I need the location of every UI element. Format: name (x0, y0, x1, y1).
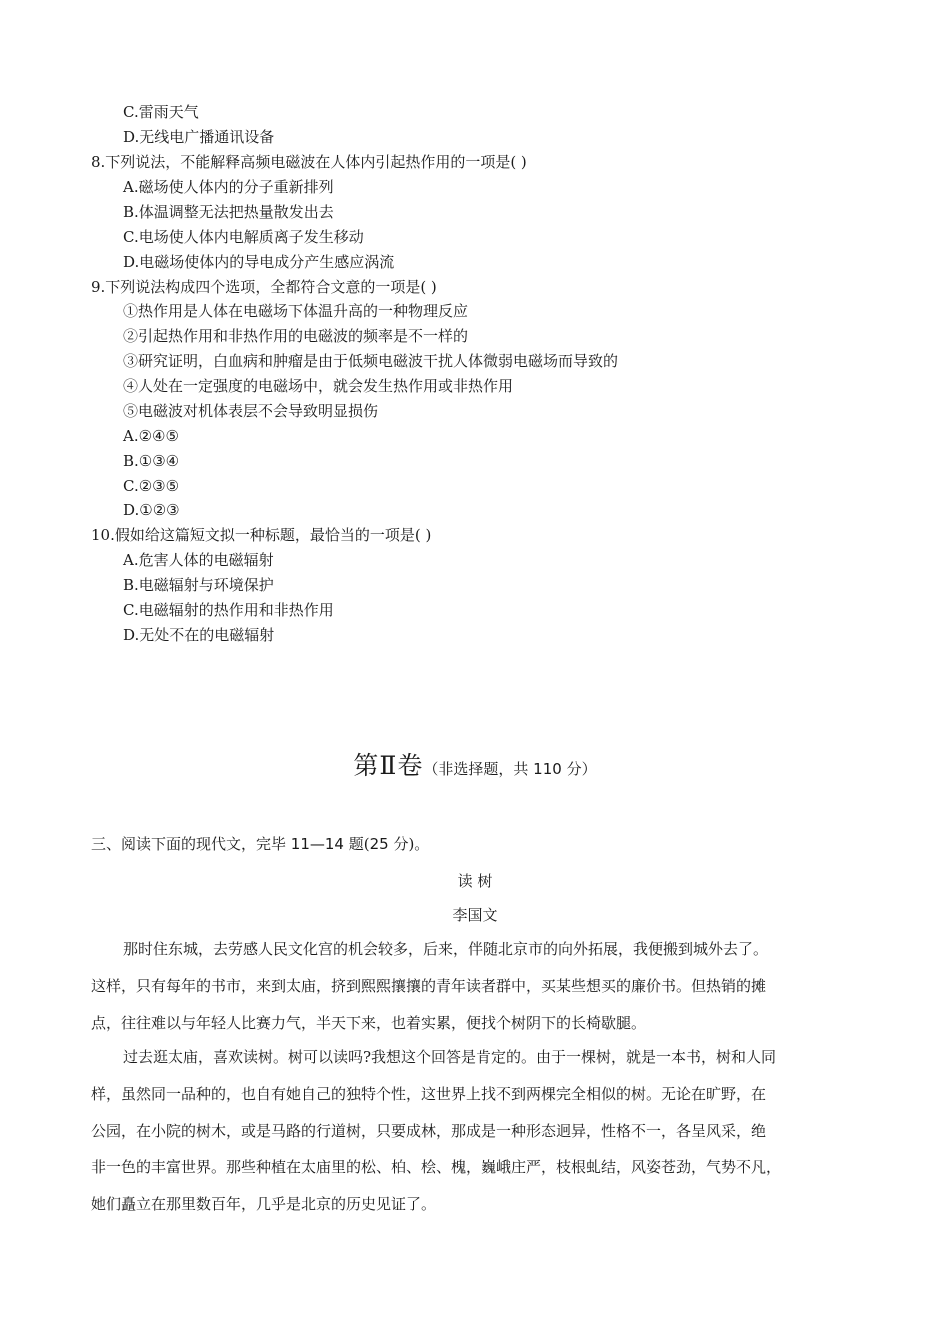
instruction-prefix: 三、阅读下面的现代文，完毕 (91, 835, 291, 853)
section-heading (0, 746, 950, 782)
q10-option-d: D.无处不在的电磁辐射 (123, 626, 275, 644)
part3-instruction (91, 834, 429, 854)
instruction-question-range: 11—14 (290, 835, 344, 853)
q7-option-d: D.无线电广播通讯设备 (123, 128, 275, 146)
paragraph-line: 那时住东城，去劳感人民文化宫的机会较多，后来，伴随北京市的向外拓展，我便搬到城外去了。 (123, 940, 769, 958)
paragraph-line: 过去逛太庙，喜欢读树。树可以读吗?我想这个回答是肯定的。由于一棵树，就是一本书，树和人同 (123, 1048, 777, 1066)
q9-option-c: C.②③⑤ (123, 477, 180, 495)
paragraph-line: 非一色的丰富世界。那些种植在太庙里的松、柏、桧、槐，巍峨庄严，枝根虬结，风姿苍劲，气势不凡， (91, 1158, 782, 1176)
article-author: 李国文 (452, 906, 498, 924)
q9-statement-4: ④人处在一定强度的电磁场中，就会发生热作用或非热作用 (123, 377, 514, 395)
section-subtitle-suffix: 分） (561, 760, 597, 778)
section-subtitle-prefix: （非选择题，共 (423, 760, 534, 778)
article-title: 读 树 (457, 872, 493, 890)
q8-option-a: A.磁场使人体内的分子重新排列 (123, 178, 334, 196)
instruction-suffix: 分)。 (388, 835, 430, 853)
q8-stem: 8.下列说法，不能解释高频电磁波在人体内引起热作用的一项是( ) (91, 153, 527, 171)
q7-option-c: C.雷雨天气 (123, 103, 199, 121)
q8-option-b: B.体温调整无法把热量散发出去 (123, 203, 334, 221)
section-title: 第Ⅱ卷 (353, 751, 424, 780)
paragraph-line: 点，往往难以与年轻人比赛力气，半天下来，也着实累，便找个树阴下的长椅歇腿。 (91, 1014, 647, 1032)
instruction-score: 25 (369, 835, 389, 853)
section-subtitle-score: 110 (533, 760, 562, 778)
instruction-middle: 题( (343, 835, 370, 853)
paragraph-line: 样，虽然同一品种的，也自有她自己的独特个性，这世界上找不到两棵完全相似的树。无论在旷野，在 (91, 1085, 767, 1103)
q10-option-b: B.电磁辐射与环境保护 (123, 576, 274, 594)
q10-option-a: A.危害人体的电磁辐射 (123, 551, 274, 569)
q9-statement-1: ①热作用是人体在电磁场下体温升高的一种物理反应 (123, 302, 469, 320)
q9-option-b: B.①③④ (123, 452, 180, 470)
q9-stem: 9.下列说法构成四个选项，全都符合文意的一项是( ) (91, 278, 437, 296)
paragraph-line: 这样，只有每年的书市，来到太庙，挤到熙熙攘攘的青年读者群中，买某些想买的廉价书。但热销的摊 (91, 977, 767, 995)
q9-statement-2: ②引起热作用和非热作用的电磁波的频率是不一样的 (123, 327, 469, 345)
section-subtitle (423, 760, 596, 778)
q8-option-c: C.电场使人体内电解质离子发生移动 (123, 228, 364, 246)
q9-option-a: A.②④⑤ (123, 427, 179, 445)
q9-option-d: D.①②③ (123, 501, 180, 519)
paragraph-line: 她们矗立在那里数百年，几乎是北京的历史见证了。 (91, 1195, 437, 1213)
q9-statement-5: ⑤电磁波对机体表层不会导致明显损伤 (123, 402, 379, 420)
paragraph-line: 公园，在小院的树木，或是马路的行道树，只要成林，那成是一种形态迥异，性格不一，各呈风采，绝 (91, 1122, 767, 1140)
q10-option-c: C.电磁辐射的热作用和非热作用 (123, 601, 334, 619)
q9-statement-3: ③研究证明，白血病和肿瘤是由于低频电磁波干扰人体微弱电磁场而导致的 (123, 352, 619, 370)
q8-option-d: D.电磁场使体内的导电成分产生感应涡流 (123, 253, 395, 271)
q10-stem: 10.假如给这篇短文拟一种标题，最恰当的一项是( ) (91, 526, 432, 544)
